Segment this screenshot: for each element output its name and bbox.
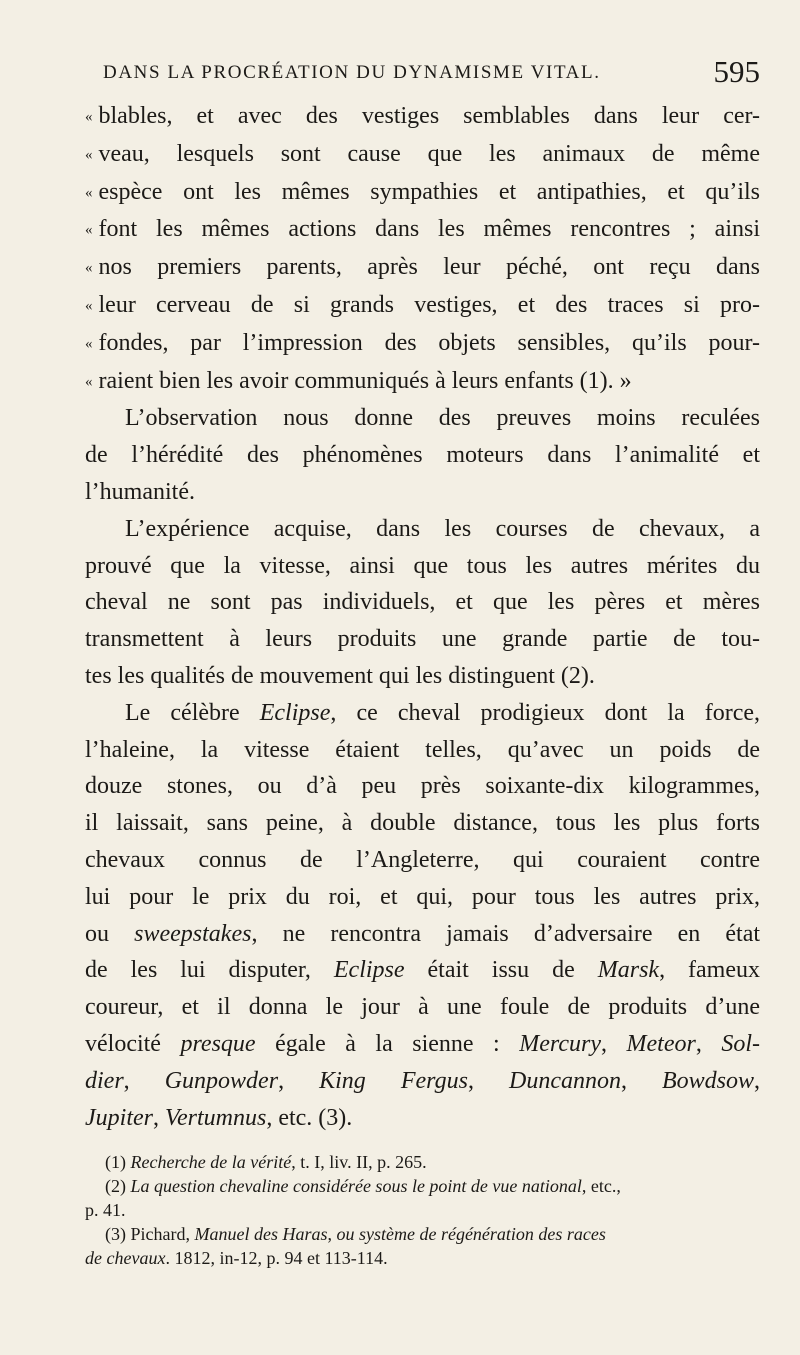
text-line: l’humanité.	[85, 478, 195, 505]
horse-name: Meteor	[626, 1030, 696, 1057]
quote-line: « blables, et avec des vestiges semblables dans leur cer-	[85, 103, 760, 129]
paragraph	[85, 695, 760, 1137]
horse-name: Mercury	[519, 1030, 601, 1057]
horse-name: Bowdsow	[662, 1067, 755, 1094]
text-line: l’haleine, la vitesse étaient telles, qu’avec un poids de	[85, 736, 760, 763]
horse-name: Gunpowder	[164, 1067, 279, 1094]
footnotes	[85, 1150, 760, 1270]
horse-name: Eclipse	[333, 957, 405, 984]
text-line: douze stones, ou d’à peu près soixante-dix kilogrammes,	[85, 773, 760, 800]
text-line: transmettent à leurs produits une grande partie de tou-	[85, 626, 760, 653]
page-number: 595	[713, 54, 760, 89]
text-line: tes les qualités de mouvement qui les distinguent (2).	[85, 662, 595, 689]
quote-line: « leur cerveau de si grands vestiges, et des traces si pro-	[85, 291, 760, 318]
text-line: il laissait, sans peine, à double distance, tous les plus forts	[85, 810, 760, 837]
quote-mark: «	[85, 373, 93, 390]
horse-name: Duncannon	[508, 1067, 621, 1094]
text-line: de l’hérédité des phénomènes moteurs dans l’animalité et	[85, 442, 760, 469]
quote-line: « raient bien les avoir communiqués à leurs enfants (1). »	[85, 367, 632, 394]
quote-line: « espèce ont les mêmes sympathies et antipathies, et qu’ils	[85, 178, 760, 205]
quote-line: « font les mêmes actions dans les mêmes rencontres ; ainsi	[85, 216, 760, 243]
quote-mark: «	[85, 297, 93, 314]
quote-line: « fondes, par l’impression des objets sensibles, qu’ils pour-	[85, 329, 760, 356]
footnote-2: (2) La question chevaline considérée sous le point de vue national, etc.,	[105, 1176, 621, 1197]
footnote-1: (1) Recherche de la vérité, t. I, liv. II, p. 265.	[105, 1152, 427, 1173]
horse-name: Jupiter	[85, 1104, 153, 1131]
text-line: coureur, et il donna le jour à une foule de produits d’une	[85, 994, 760, 1021]
horse-name: Sol-	[721, 1030, 761, 1057]
horse-name: King Fergus	[319, 1067, 468, 1094]
text-line: Jupiter, Vertumnus, etc. (3).	[85, 1104, 353, 1131]
paragraph	[85, 511, 760, 695]
footnote-2-continuation: p. 41.	[85, 1200, 126, 1221]
text-line: lui pour le prix du roi, et qui, pour tous les autres prix,	[85, 883, 760, 910]
quote-mark: «	[85, 222, 93, 239]
running-head	[85, 52, 760, 94]
horse-name: Vertumnus	[164, 1104, 267, 1131]
footnote-3: (3) Pichard, Manuel des Haras, ou système de régénération des races	[105, 1224, 606, 1245]
horse-name: Eclipse	[259, 699, 331, 726]
italic-term: sweepstakes	[134, 920, 252, 947]
quote-mark: «	[85, 260, 93, 277]
text-line: dier, Gunpowder, King Fergus, Duncannon, Bowdsow,	[85, 1067, 761, 1094]
text-line: Le célèbre Eclipse, ce cheval prodigieux dont la force,	[125, 699, 760, 726]
book-page	[85, 52, 760, 1270]
text-line: L’expérience acquise, dans les courses de chevaux, a	[125, 515, 760, 542]
italic-term: presque	[180, 1030, 256, 1057]
text-line: vélocité presque égale à la sienne : Mercury, Meteor, Sol-	[85, 1030, 761, 1057]
quote-line: « veau, lesquels sont cause que les animaux de même	[85, 140, 760, 167]
quoted-passage	[85, 98, 760, 400]
text-line: L’observation nous donne des preuves moins reculées	[125, 405, 760, 432]
text-line: cheval ne sont pas individuels, et que les pères et mères	[85, 589, 760, 616]
horse-name: dier	[85, 1067, 124, 1094]
text-line: chevaux connus de l’Angleterre, qui couraient contre	[85, 846, 760, 873]
text-line: de les lui disputer, Eclipse était issu de Marsk, fameux	[85, 957, 760, 984]
quote-mark: «	[85, 146, 93, 163]
paragraph	[85, 400, 760, 510]
footnote-3-continuation: de chevaux. 1812, in-12, p. 94 et 113-114.	[85, 1248, 388, 1269]
running-title: DANS LA PROCRÉATION DU DYNAMISME VITAL.	[103, 62, 601, 83]
body-text	[85, 98, 760, 1136]
text-line: ou sweepstakes, ne rencontra jamais d’adversaire en état	[85, 920, 761, 947]
quote-mark: «	[85, 109, 93, 125]
horse-name: Marsk	[597, 957, 660, 984]
quote-mark: «	[85, 335, 93, 352]
text-line: prouvé que la vitesse, ainsi que tous les autres mérites du	[85, 552, 760, 579]
quote-mark: «	[85, 184, 93, 201]
quote-line: « nos premiers parents, après leur péché, ont reçu dans	[85, 254, 760, 281]
